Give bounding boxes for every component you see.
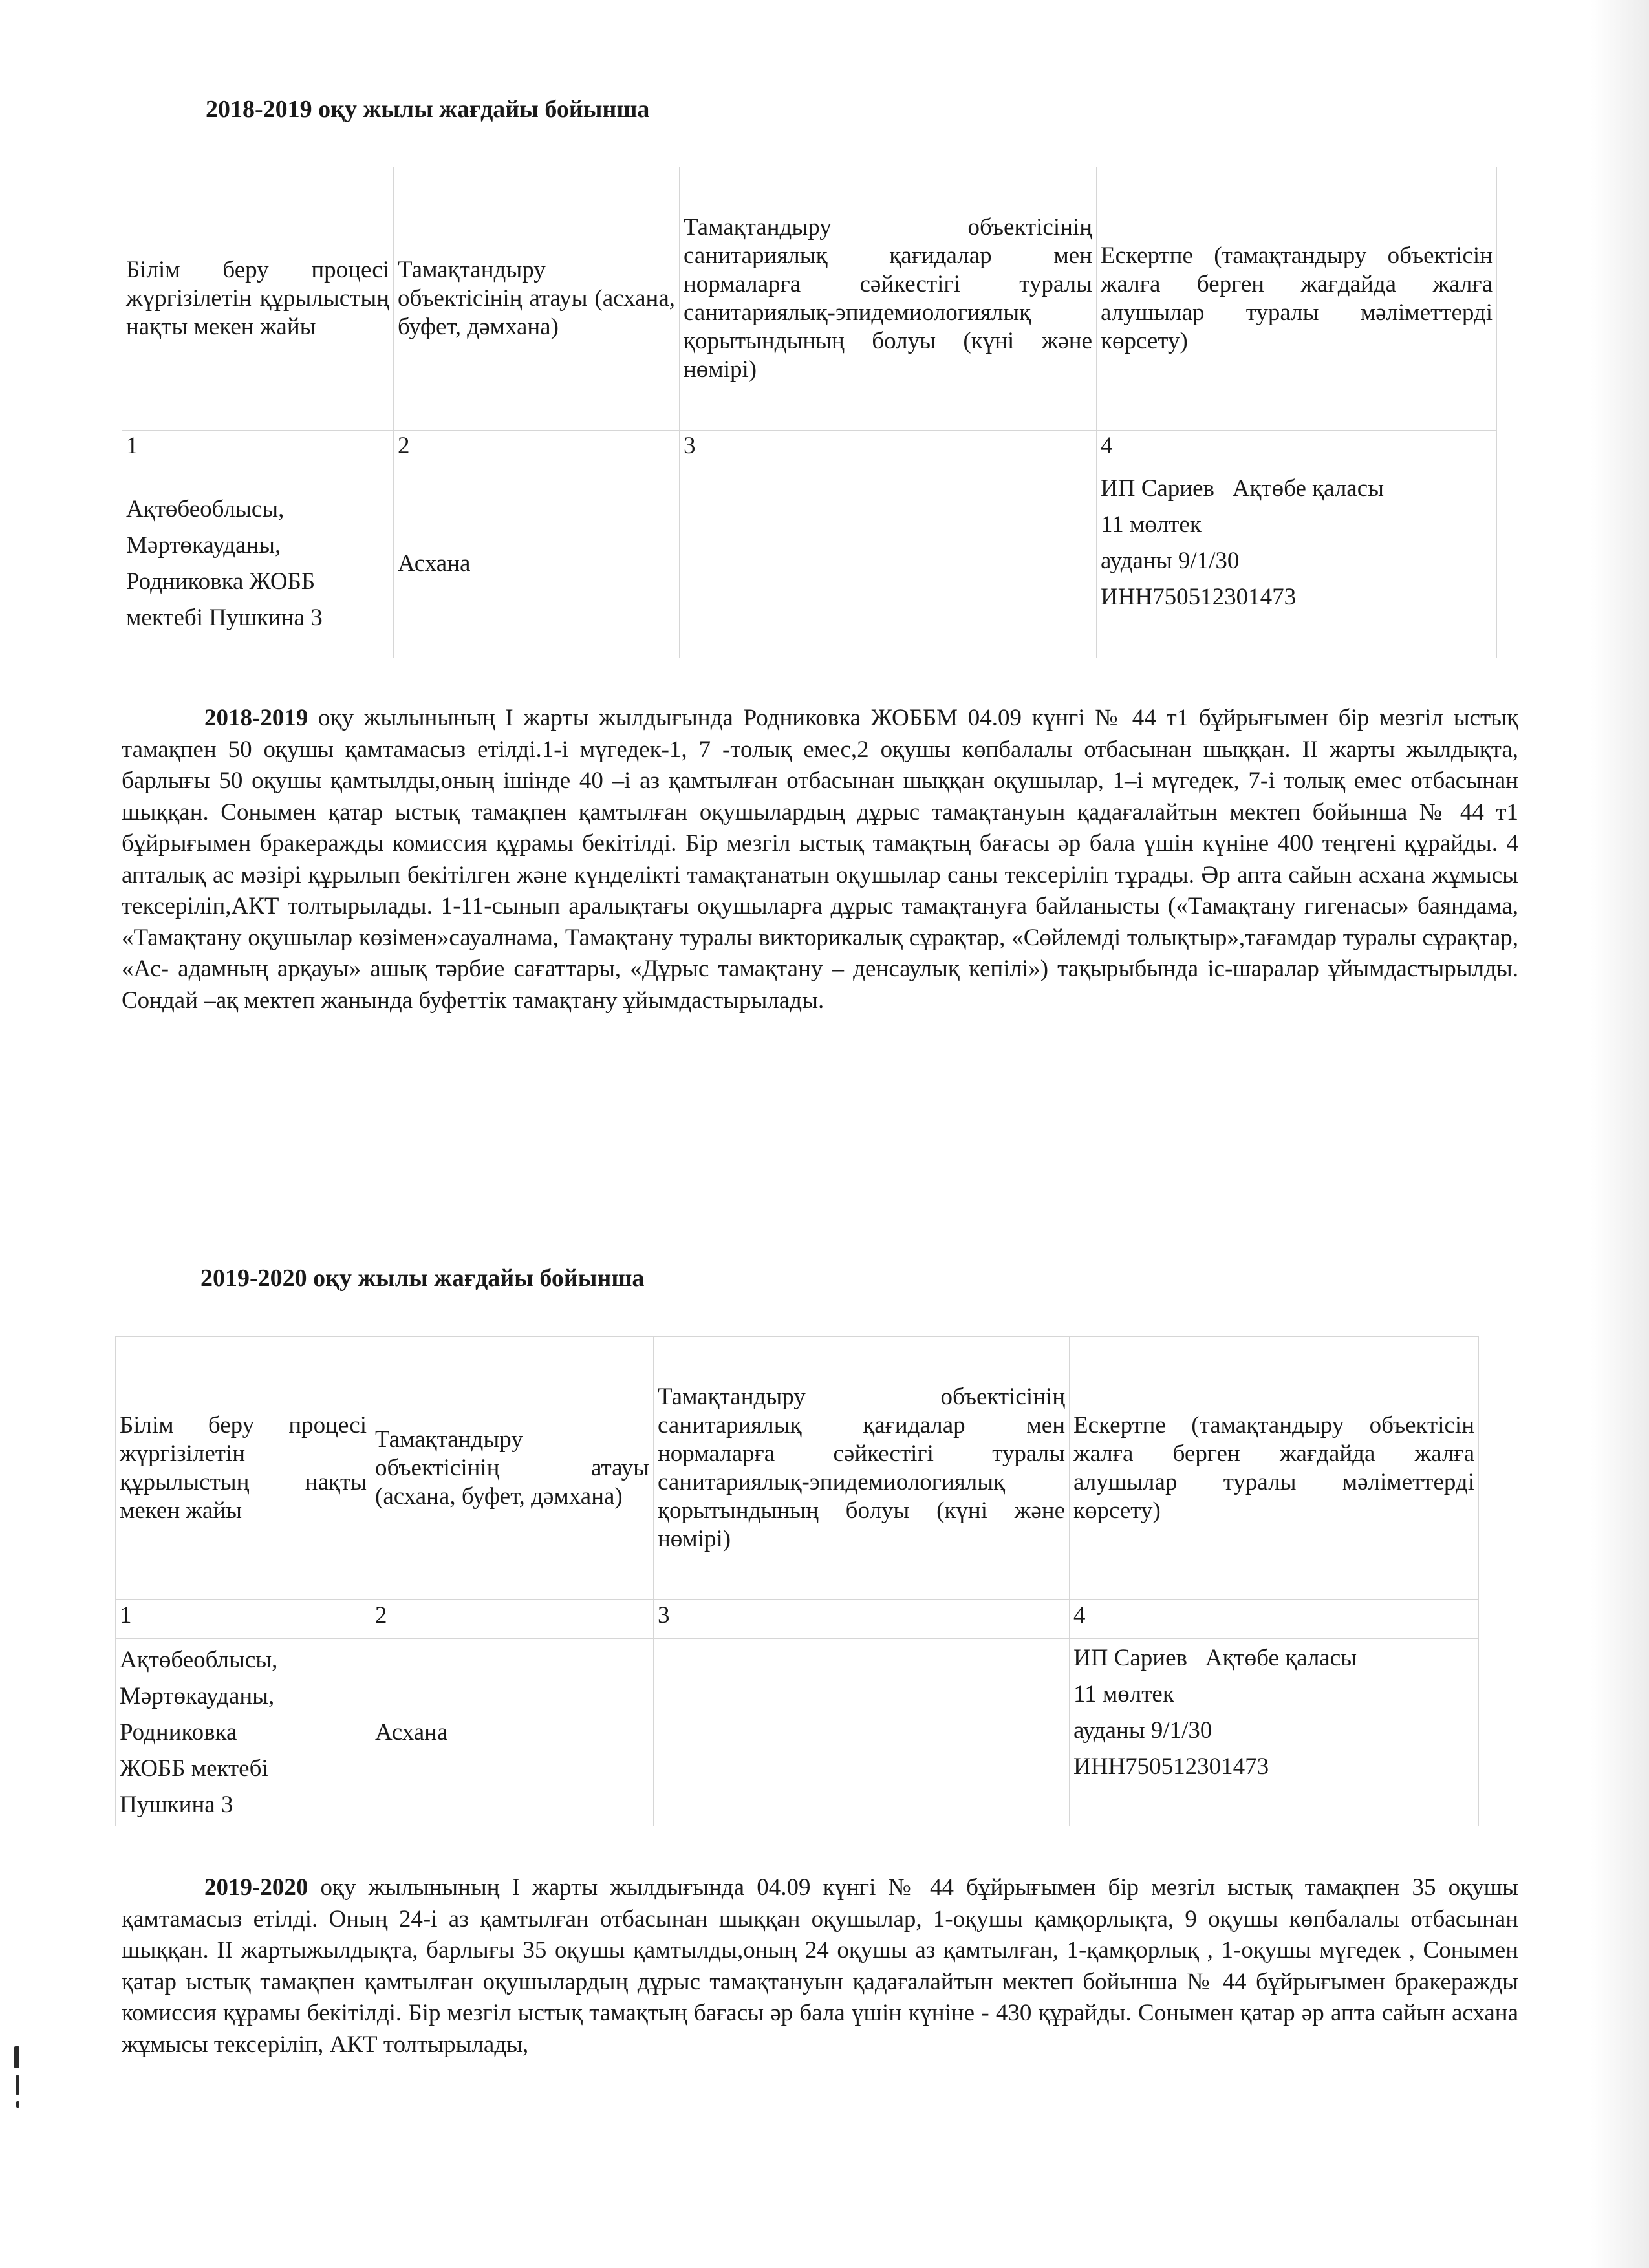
- note-line: ИНН750512301473: [1073, 1753, 1269, 1780]
- object-name-cell: Асхана: [394, 469, 680, 658]
- paragraph-text: оқу жылынының I жарты жылдығында Родниковка ЖОББМ 04.09 күнгі № 44 т1 бұйрығымен бір мезгіл ыстық тамақпен 50 оқушы қамтамасыз етілді.1-і мүгедек-1, 7 -толық емес,2 оқушы көпбалалы отбасынан шыққан. II жарты жылдықта, барлығы 50 оқушы қамтылды,оның ішінде 40 –і аз қамтылған отбасынан шыққан оқушылар, 1–і мүгедек, 7-і толық емес отбасынан шыққан. Сонымен қатар ыстық тамақпен қамтылған оқушылардың дұрыс тамақтануын қадағалайтын мектеп бойынша № 44 т1 бұйрығымен бракеражды комиссия құрамы бекітілді. Бір мезгіл ыстық тамақтың бағасы әр бала үшін күніне 400 теңгені құрайды. 4 апталық ас мәзірі құрылып бекітілген және күнделікті тамақтанатын оқушылар саны тексеріліп тұрады. Әр апта сайын асхана жұмысы тексеріліп,АКТ толтырылады. 1-11-сынып аралықтағы оқушыларға дұрыс тамақтануға байланысты («Тамақтану гигенасы» баяндама, «Тамақтану оқушылар көзімен»сауалнама, Тамақтану туралы викторикалық сұрақтар, «Сөйлемді толықтыр»,тағамдар туралы сұрақтар, «Ас- адамның арқауы» ашық тәрбие сағаттары, «Дұрыс тамақтану – денсаулық кепілі») тақырыбында іс-шаралар ұйымдастырылды. Сондай –ақ мектеп жанында буфеттік тамақтану ұйымдастырылады.: [122, 705, 1518, 1014]
- note-line: ИНН750512301473: [1101, 584, 1297, 610]
- section-heading-2018-2019: 2018-2019 оқу жылы жағдайы бойынша: [206, 96, 650, 123]
- header-object-name: Тамақтандыру объектісінің атауы (асхана, буфет, дәмхана): [371, 1337, 654, 1600]
- address-line: Родниковка ЖОББ: [126, 568, 316, 595]
- scan-speck: [16, 2101, 19, 2108]
- report-paragraph-2019-2020: [122, 1872, 1518, 2060]
- address-line: Ақтөбеоблысы,: [126, 495, 285, 522]
- note-line: ИП Сариев Ақтөбе қаласы: [1101, 475, 1385, 502]
- scan-page-edge: [1591, 0, 1649, 2268]
- section-heading-2019-2020: 2019-2020 оқу жылы жағдайы бойынша: [200, 1265, 645, 1292]
- column-number: 3: [654, 1600, 1070, 1639]
- address-line: Мәртөкауданы,: [126, 531, 281, 559]
- address-line: Родниковка: [120, 1718, 237, 1746]
- note-cell: [1070, 1639, 1479, 1826]
- header-address: Білім беру процесі жүргізілетін құрылыстың нақты мекен жайы: [122, 167, 394, 431]
- header-note: Ескертпе (тамақтандыру объектісін жалға берген жағдайда жалға алушылар туралы мәліметтерді көрсету): [1097, 167, 1497, 431]
- table-row: [122, 469, 1497, 658]
- note-line: ауданы 9/1/30: [1073, 1717, 1212, 1744]
- note-line: 11 мөлтек: [1073, 1681, 1174, 1707]
- scan-speck: [14, 2046, 19, 2068]
- column-number: 4: [1070, 1600, 1479, 1639]
- column-number: 2: [371, 1600, 654, 1639]
- sanitary-conclusion-cell: [654, 1639, 1070, 1826]
- header-sanitary-conclusion: Тамақтандыру объектісінің санитариялық қағидалар мен нормаларға сәйкестігі туралы санитариялық-эпидемиологиялық қорытындының болуы (күні және нөмірі): [654, 1337, 1070, 1600]
- table-number-row: [122, 431, 1497, 469]
- note-line: ауданы 9/1/30: [1101, 548, 1240, 574]
- address-line: ЖОББ мектебі: [120, 1755, 268, 1782]
- canteen-table-2018-2019: [122, 167, 1497, 658]
- header-address: Білім беру процесі жүргізілетін құрылыстың нақты мекен жайы: [116, 1337, 371, 1600]
- column-number: 3: [680, 431, 1097, 469]
- paragraph-year-lead: 2018-2019: [204, 705, 308, 731]
- paragraph-year-lead: 2019-2020: [204, 1874, 308, 1901]
- report-paragraph-2018-2019: [122, 703, 1518, 1016]
- column-number: 2: [394, 431, 680, 469]
- table-row: [116, 1639, 1479, 1826]
- header-sanitary-conclusion: Тамақтандыру объектісінің санитариялық қағидалар мен нормаларға сәйкестігі туралы санитариялық-эпидемиологиялық қорытындының болуы (күні және нөмірі): [680, 167, 1097, 431]
- sanitary-conclusion-cell: [680, 469, 1097, 658]
- column-number: 1: [122, 431, 394, 469]
- note-cell: [1097, 469, 1497, 658]
- paragraph-text: оқу жылынының I жарты жылдығында 04.09 күнгі № 44 бұйрығымен бір мезгіл ыстық тамақпен 35 оқушы қамтамасыз етілді. Оның 24-і аз қамтылған отбасынан шыққан оқушылар, 1-оқушы қамқорлықта, 9 оқушы көпбалалы отбасынан шыққан. II жартыжылдықта, барлығы 35 оқушы қамтылды,оның 24 оқушы аз қамтылған, 1-қамқорлық , 1-оқушы мүгедек , Сонымен қатар ыстық тамақпен қамтылған оқушылардың дұрыс тамақтануын қадағалайтын мектеп бойынша № 44 бұйрығымен бракеражды комиссия құрамы бекітілді. Бір мезгіл ыстық тамақтың бағасы әр бала үшін күніне - 430 құрайды. Сонымен қатар әр апта сайын асхана жұмысы тексеріліп, АКТ толтырылады,: [122, 1874, 1518, 2058]
- address-line: Мәртөкауданы,: [120, 1682, 275, 1709]
- canteen-table-2019-2020: [115, 1336, 1479, 1826]
- table-header-row: [116, 1337, 1479, 1600]
- note-line: 11 мөлтек: [1101, 511, 1202, 538]
- address-line: Ақтөбеоблысы,: [120, 1646, 278, 1673]
- address-line: Пушкина 3: [120, 1791, 233, 1818]
- scan-speck: [16, 2075, 19, 2095]
- address-cell: [116, 1639, 371, 1826]
- address-cell: [122, 469, 394, 658]
- address-line: мектебі Пушкина 3: [126, 604, 323, 631]
- header-note: Ескертпе (тамақтандыру объектісін жалға берген жағдайда жалға алушылар туралы мәліметтерді көрсету): [1070, 1337, 1479, 1600]
- column-number: 1: [116, 1600, 371, 1639]
- table-number-row: [116, 1600, 1479, 1639]
- note-line: ИП Сариев Ақтөбе қаласы: [1073, 1645, 1357, 1671]
- table-header-row: [122, 167, 1497, 431]
- column-number: 4: [1097, 431, 1497, 469]
- object-name-cell: Асхана: [371, 1639, 654, 1826]
- header-object-name: Тамақтандыру объектісінің атауы (асхана, буфет, дәмхана): [394, 167, 680, 431]
